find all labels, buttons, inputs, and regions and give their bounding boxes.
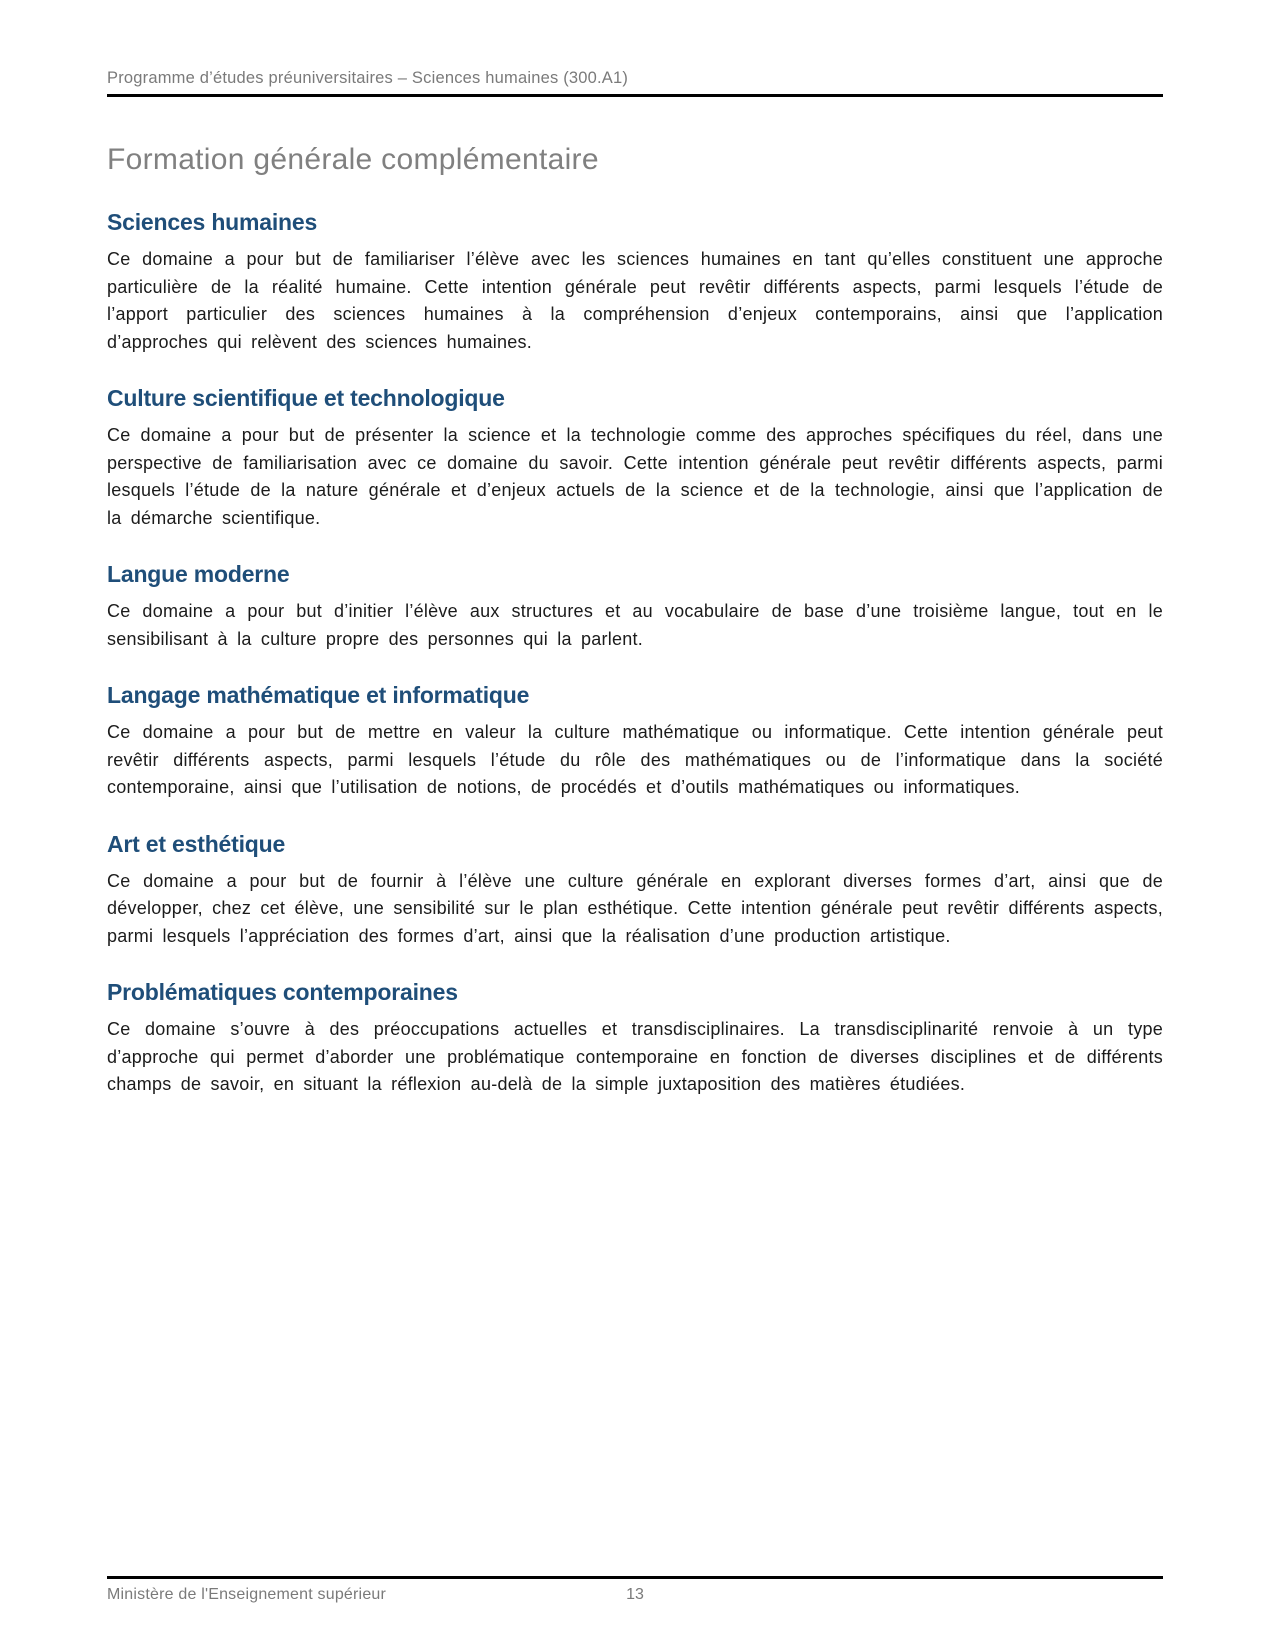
footer-ministry-label: Ministère de l'Enseignement supérieur xyxy=(107,1586,387,1603)
section-body-sciences-humaines: Ce domaine a pour but de familiariser l’élève avec les sciences humaines en tant qu’elles constituent une approche particulière de la réalité humaine. Cette intention générale peut revêtir différents aspects, parmi lesquels l’étude de l’apport particulier des sciences humaines à la compréhension d’enjeux contemporains, ainsi que l’application d’approches qui relèvent des sciences humaines. xyxy=(107,249,1163,352)
section-heading-art-esthetique: Art et esthétique xyxy=(107,830,286,857)
section-heading-problematiques-contemporaines: Problématiques contemporaines xyxy=(107,979,458,1005)
section-culture-scientifique xyxy=(107,384,1163,532)
section-body-culture-scientifique: Ce domaine a pour but de présenter la science et la technologie comme des approches spécifiques du réel, dans une perspective de familiarisation avec ce domaine du savoir. Cette intention générale peut revêtir différents aspects, parmi lesquels l’étude de la nature générale et d’enjeux actuels de la science et de la technologie, ainsi que l’application de la démarche scientifique. xyxy=(107,425,1163,528)
section-problematiques-contemporaines xyxy=(107,978,1163,1099)
section-heading-langage-mathematique: Langage mathématique et informatique xyxy=(107,682,530,708)
page-title: Formation générale complémentaire xyxy=(107,143,599,176)
running-header: Programme d’études préuniversitaires – Sciences humaines (300.A1) xyxy=(107,69,629,87)
section-heading-langue-moderne: Langue moderne xyxy=(107,561,290,587)
section-art-esthetique xyxy=(107,830,1163,951)
section-body-problematiques-contemporaines: Ce domaine s’ouvre à des préoccupations actuelles et transdisciplinaires. La transdisciplinarité renvoie à un type d’approche qui permet d’aborder une problématique contemporaine en fonction de diverses disciplines et de différents champs de savoir, en situant la réflexion au-delà de la simple juxtaposition des matières étudiées. xyxy=(107,1019,1163,1094)
section-body-langage-mathematique: Ce domaine a pour but de mettre en valeur la culture mathématique ou informatique. Cette intention générale peut revêtir différents aspects, parmi lesquels l’étude du rôle des mathématiques ou de l’informatique dans la société contemporaine, ainsi que l’utilisation de notions, de procédés et d’outils mathématiques ou informatiques. xyxy=(107,722,1163,797)
section-body-langue-moderne: Ce domaine a pour but d’initier l’élève aux structures et au vocabulaire de base d’une troisième langue, tout en le sensibilisant à la culture propre des personnes qui la parlent. xyxy=(107,601,1163,649)
footer-page-number: 13 xyxy=(626,1586,644,1603)
section-langage-mathematique xyxy=(107,681,1163,802)
section-heading-sciences-humaines: Sciences humaines xyxy=(107,209,318,235)
section-heading-culture-scientifique: Culture scientifique et technologique xyxy=(107,385,505,411)
page-content xyxy=(107,68,1163,1099)
section-langue-moderne xyxy=(107,560,1163,653)
header-rule xyxy=(107,94,1163,97)
section-sciences-humaines xyxy=(107,208,1163,356)
section-body-art-esthetique: Ce domaine a pour but de fournir à l’élève une culture générale en explorant diverses formes d’art, ainsi que de développer, chez cet élève, une sensibilité sur le plan esthétique. Cette intention générale peut revêtir différents aspects, parmi lesquels l’appréciation des formes d’art, ainsi que la réalisation d’une production artistique. xyxy=(107,870,1163,946)
page-footer xyxy=(107,1576,1163,1604)
